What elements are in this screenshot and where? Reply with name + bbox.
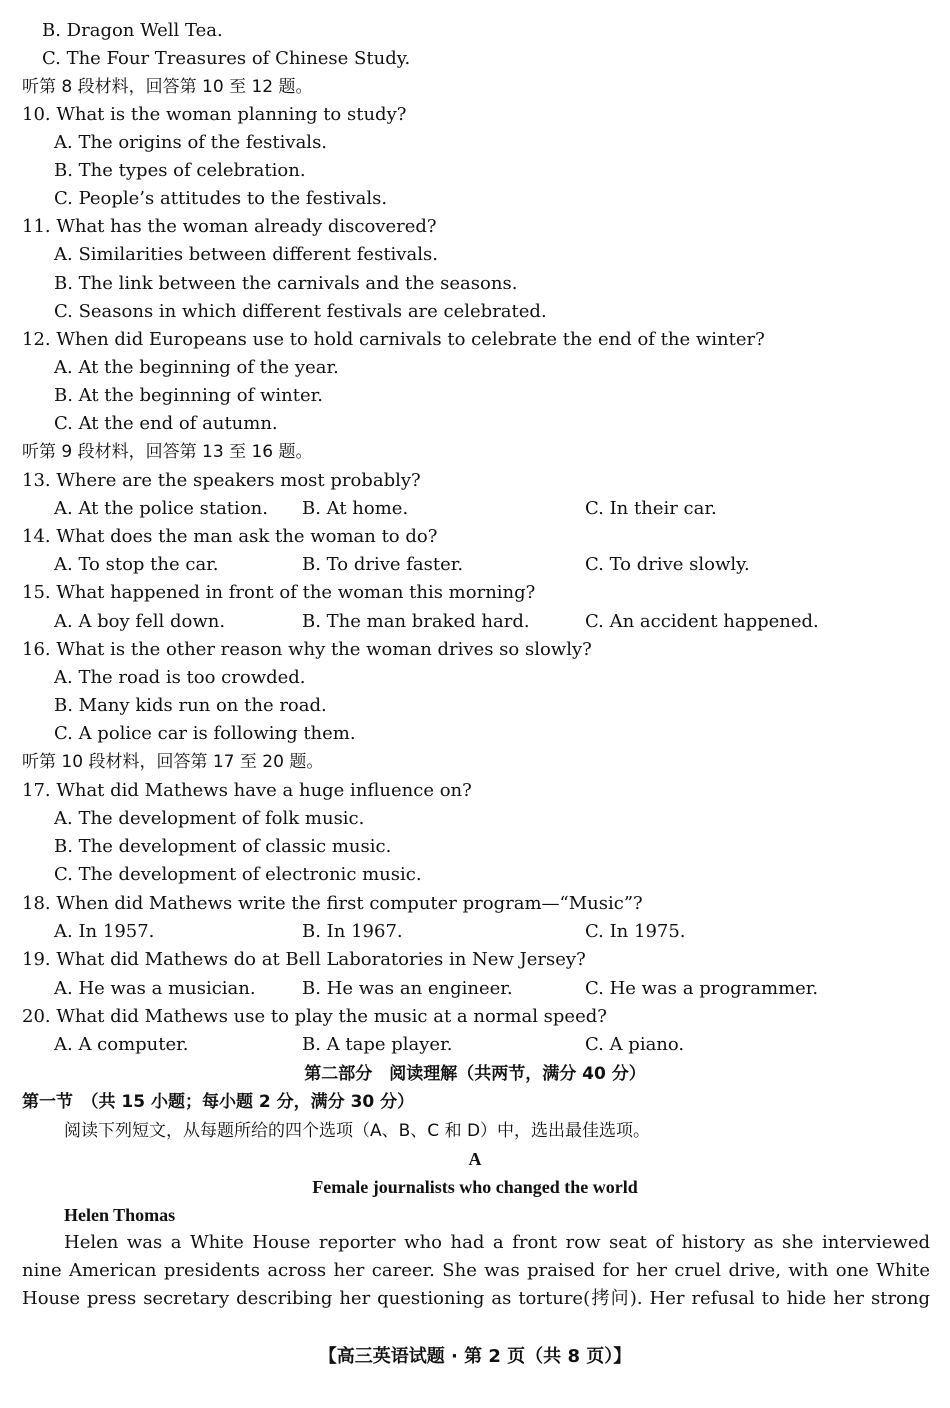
option-b: B. At home.: [302, 498, 409, 519]
option-a: A. At the police station.: [54, 498, 268, 519]
option-c: C. In their car.: [585, 498, 717, 519]
question-stem: 10. What is the woman planning to study?: [22, 104, 407, 125]
option-line: B. Dragon Well Tea.: [42, 20, 223, 41]
question-stem: 17. What did Mathews have a huge influence on?: [22, 780, 472, 801]
instruction-text: 阅读下列短文，从每题所给的四个选项（A、B、C 和 D）中，选出最佳选项。: [64, 1121, 651, 1141]
option-line: A. Similarities between different festivals.: [54, 244, 438, 265]
section-title: 第一节 （共 15 小题；每小题 2 分，满分 30 分）: [22, 1092, 415, 1112]
question-stem: 12. When did Europeans use to hold carnivals to celebrate the end of the winter?: [22, 329, 765, 350]
option-line: B. The types of celebration.: [54, 160, 306, 181]
section-heading: 听第 9 段材料，回答第 13 至 16 题。: [22, 442, 313, 462]
question-stem: 20. What did Mathews use to play the music at a normal speed?: [22, 1006, 607, 1027]
option-line: C. People’s attitudes to the festivals.: [54, 188, 388, 209]
option-c: C. A piano.: [585, 1034, 685, 1055]
option-a: A. A computer.: [54, 1034, 189, 1055]
part-title: 第二部分 阅读理解（共两节，满分 40 分）: [304, 1064, 646, 1084]
option-c: C. In 1975.: [585, 921, 686, 942]
option-line: B. The link between the carnivals and the seasons.: [54, 273, 518, 294]
option-line: C. The development of electronic music.: [54, 864, 422, 885]
question-stem: 11. What has the woman already discovered?: [22, 216, 437, 237]
option-b: B. In 1967.: [302, 921, 403, 942]
question-stem: 13. Where are the speakers most probably?: [22, 470, 421, 491]
option-a: A. To stop the car.: [54, 554, 219, 575]
page-footer: 【高三英语试题 · 第 2 页（共 8 页）】: [318, 1346, 632, 1367]
question-stem: 18. When did Mathews write the first computer program—“Music”?: [22, 893, 643, 914]
question-stem: 15. What happened in front of the woman this morning?: [22, 582, 536, 603]
option-b: B. A tape player.: [302, 1034, 453, 1055]
option-a: A. A boy fell down.: [54, 611, 226, 632]
option-line: C. The Four Treasures of Chinese Study.: [42, 48, 411, 69]
passage-paragraph: Helen was a White House reporter who had a front row seat of history as she interviewed nine American presidents across her career. She was praised for her cruel drive, with one White House press secretary describing her questioning as torture(拷问). Her refusal to hide her strong: [22, 1232, 930, 1309]
section-heading: 听第 10 段材料，回答第 17 至 20 题。: [22, 752, 324, 772]
question-stem: 19. What did Mathews do at Bell Laboratories in New Jersey?: [22, 949, 586, 970]
passage-letter: A: [468, 1149, 482, 1169]
section-heading: 听第 8 段材料，回答第 10 至 12 题。: [22, 77, 313, 97]
question-stem: 14. What does the man ask the woman to do?: [22, 526, 438, 547]
passage-subheading: Helen Thomas: [64, 1205, 176, 1225]
option-line: B. Many kids run on the road.: [54, 695, 327, 716]
option-line: C. At the end of autumn.: [54, 413, 278, 434]
option-a: A. He was a musician.: [54, 978, 256, 999]
option-c: C. To drive slowly.: [585, 554, 750, 575]
option-line: B. The development of classic music.: [54, 836, 392, 857]
question-stem: 16. What is the other reason why the woman drives so slowly?: [22, 639, 592, 660]
option-b: B. The man braked hard.: [302, 611, 530, 632]
option-b: B. He was an engineer.: [302, 978, 513, 999]
option-b: B. To drive faster.: [302, 554, 464, 575]
option-line: C. A police car is following them.: [54, 723, 356, 744]
option-line: A. The development of folk music.: [54, 808, 365, 829]
option-a: A. In 1957.: [54, 921, 155, 942]
option-line: A. The road is too crowded.: [54, 667, 306, 688]
option-line: A. At the beginning of the year.: [54, 357, 339, 378]
option-line: A. The origins of the festivals.: [54, 132, 328, 153]
passage-title: Female journalists who changed the world: [312, 1177, 638, 1197]
option-line: B. At the beginning of winter.: [54, 385, 323, 406]
option-line: C. Seasons in which different festivals are celebrated.: [54, 301, 547, 322]
option-c: C. He was a programmer.: [585, 978, 819, 999]
option-c: C. An accident happened.: [585, 611, 819, 632]
